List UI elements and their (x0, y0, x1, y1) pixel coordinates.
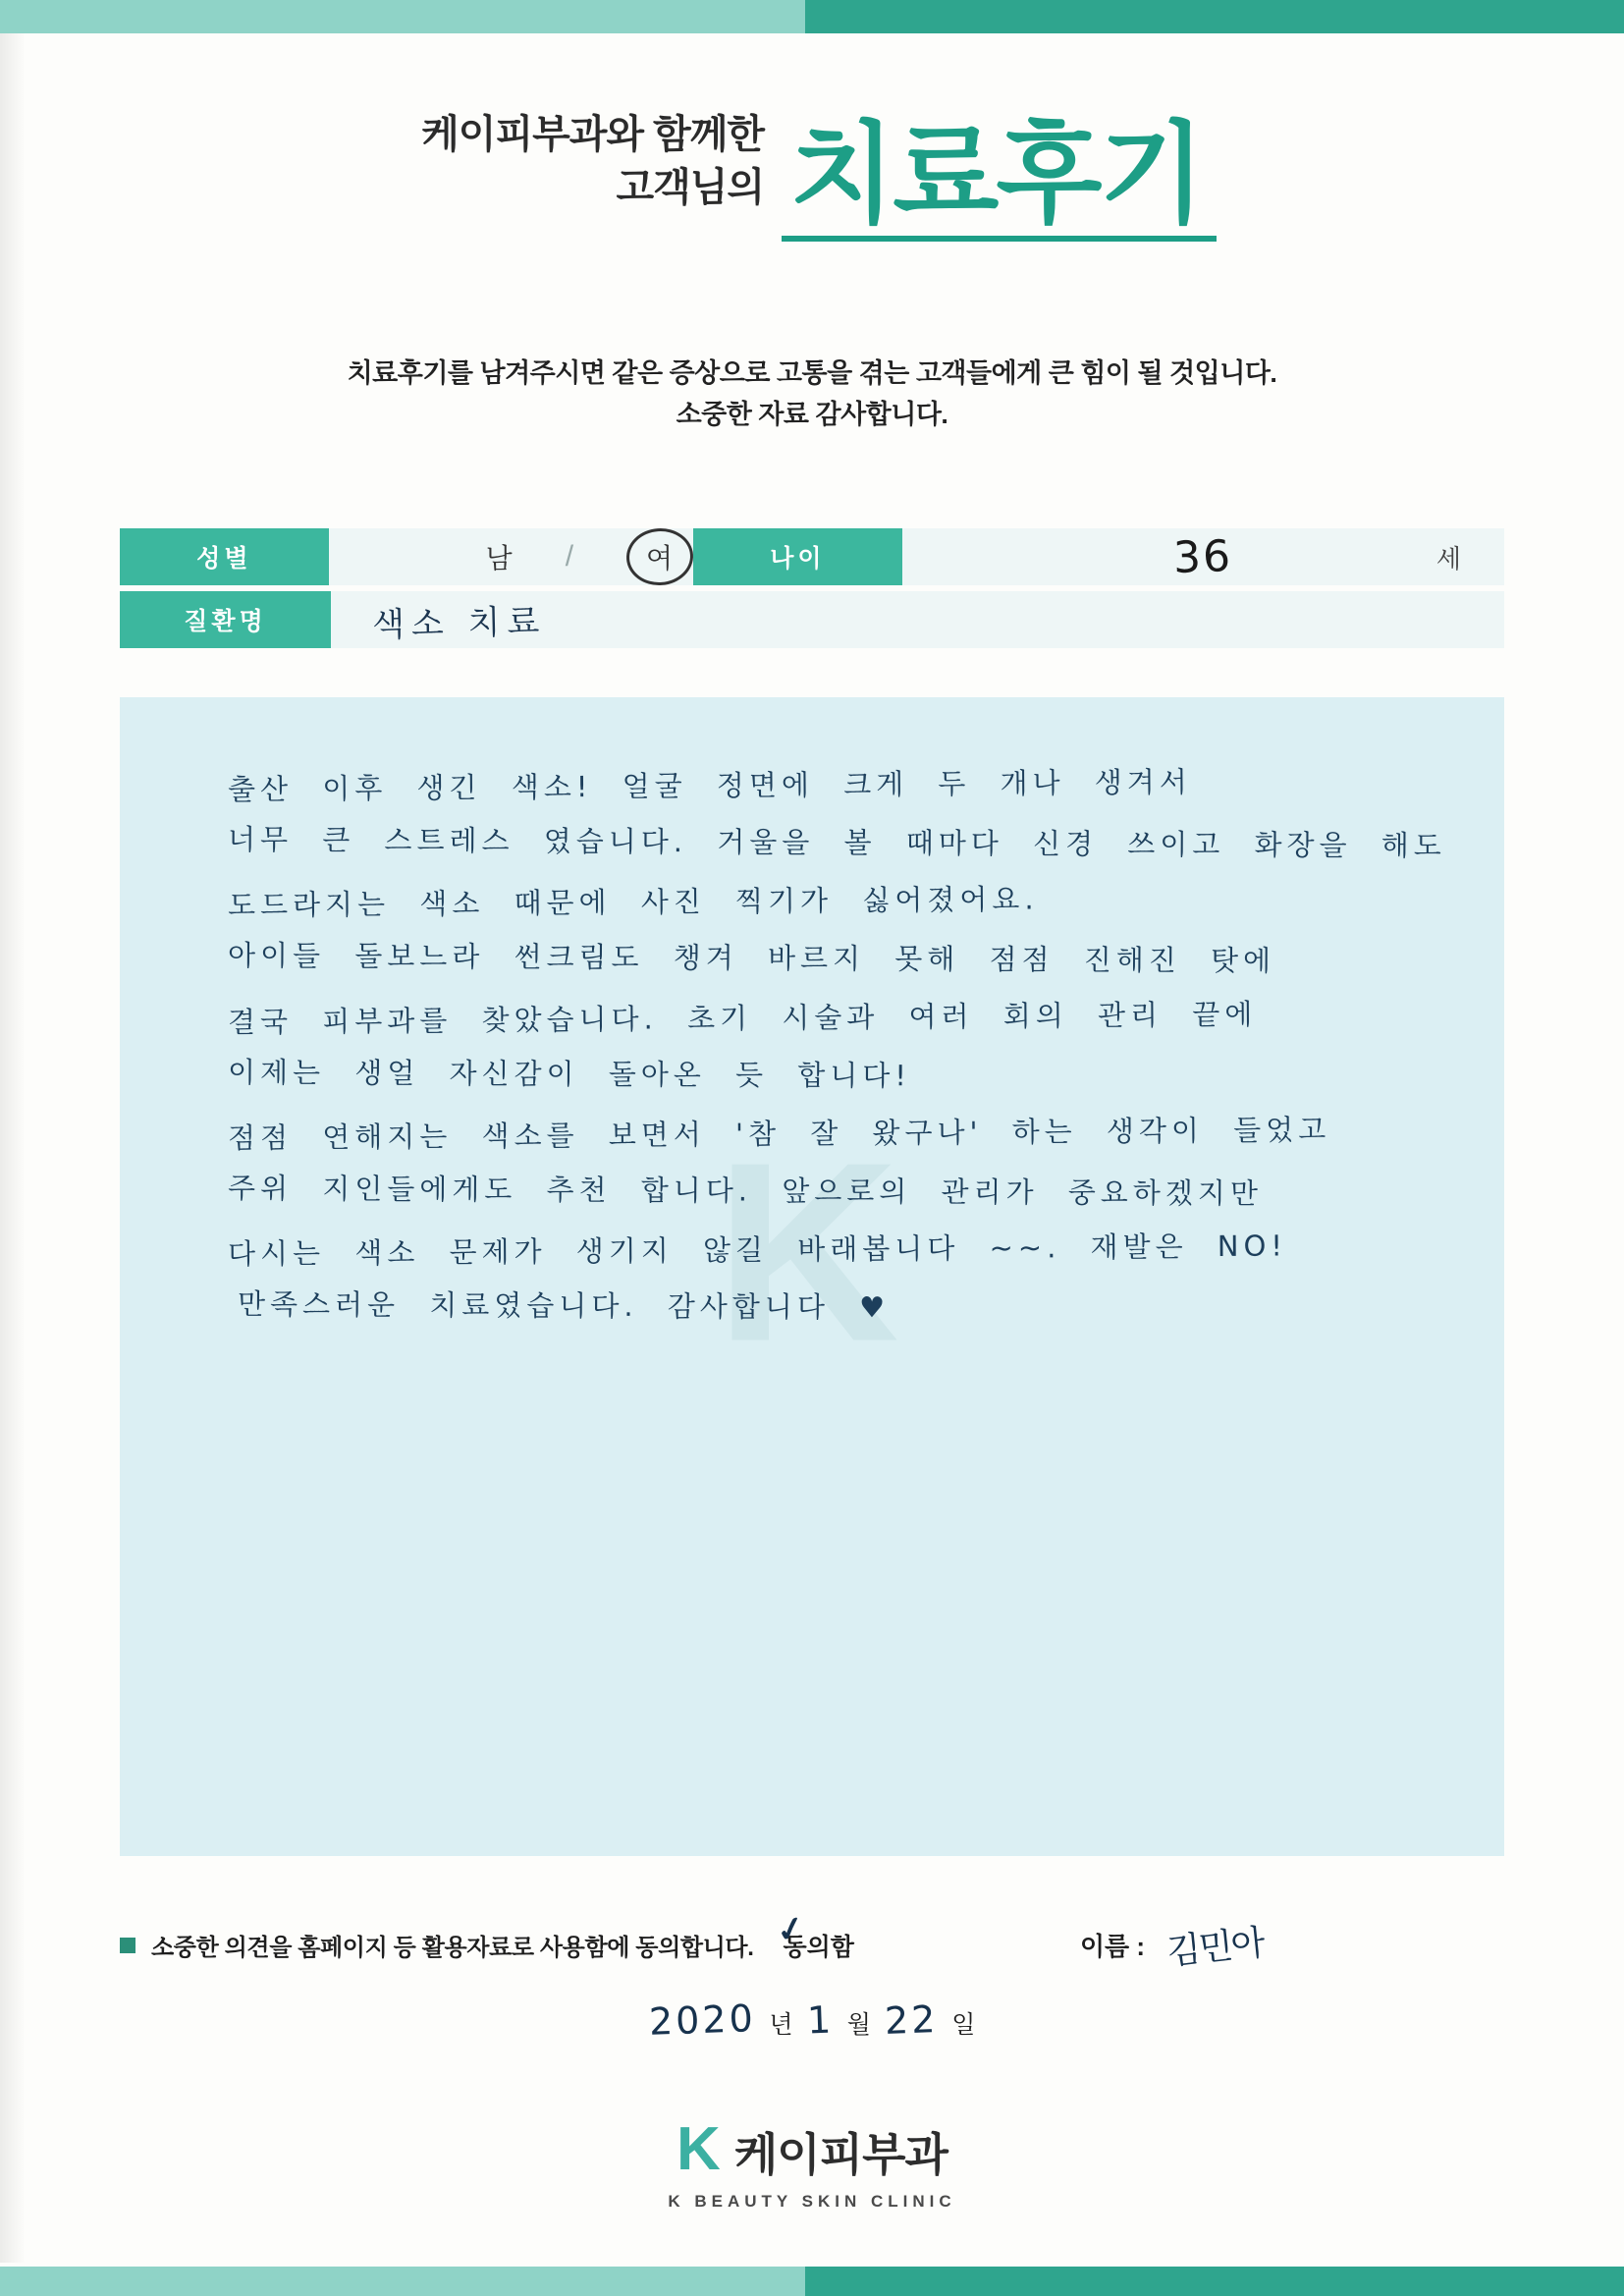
review-handwriting (228, 766, 1445, 1327)
check-icon: ✓ (773, 1907, 809, 1951)
name-label: 이름 : (1079, 1932, 1146, 1961)
disease-label: 질환명 (120, 591, 331, 648)
watermark-k: K (715, 1110, 909, 1395)
date-day-value: 22 (884, 1997, 939, 2043)
bottom-bar-left (0, 2267, 805, 2296)
date-year-value: 2020 (647, 1996, 757, 2044)
review-line: 결국 피부과를 찾았습니다. 초기 시술과 여러 회의 관리 끝에 (227, 997, 1258, 1039)
age-value: 36 (1172, 530, 1234, 583)
review-line: 점점 연해지는 색소를 보면서 '참 잘 왔구나' 하는 생각이 들었고 (227, 1112, 1331, 1155)
top-bar-left (0, 0, 805, 33)
gender-field[interactable] (329, 528, 693, 585)
info-table (120, 528, 1504, 654)
logo-k-icon: K (677, 2115, 721, 2183)
review-line: 주위 지인들에게도 추천 합니다. 앞으로의 관리가 중요하겠지만 (227, 1171, 1263, 1211)
disease-field[interactable] (331, 591, 1504, 648)
review-body[interactable] (120, 697, 1504, 1856)
instruction-line1: 치료후기를 남겨주시면 같은 증상으로 고통을 겪는 고객들에게 큰 힘이 될 것입니다. (347, 358, 1277, 388)
instruction-line2: 소중한 자료 감사합니다. (676, 399, 948, 429)
consent-checkbox[interactable] (773, 1907, 854, 1963)
review-line: 만족스러운 치료였습니다. 감사합니다 ♥ (237, 1287, 891, 1325)
bottom-bar-right (805, 2267, 1624, 2296)
footer-logo (0, 2115, 1624, 2212)
date-year-label: 년 (769, 2011, 793, 2039)
age-unit: 세 (1435, 543, 1462, 574)
gender-option-female-label: 여 (646, 543, 674, 574)
page-header (0, 108, 1624, 236)
date-day-label: 일 (951, 2011, 976, 2039)
info-row-gender-age (120, 528, 1504, 585)
review-line: 출산 이후 생긴 색소! 얼굴 정면에 크게 두 개나 생겨서 (227, 765, 1193, 806)
consent-checkbox-label: 동의함 (783, 1933, 854, 1961)
review-line: 도드라지는 색소 때문에 사진 찍기가 싫어졌어요. (227, 882, 1039, 923)
logo-name: 케이피부과 (733, 2129, 947, 2180)
consent-row (120, 1907, 1504, 1974)
name-signature: 김민아 (1164, 1922, 1266, 1974)
date-month-label: 월 (846, 2011, 871, 2039)
header-subtitle-line2: 고객님의 (616, 166, 765, 209)
date-row (0, 1998, 1624, 2042)
disease-value: 색소 치료 (371, 601, 547, 645)
top-bar-right (805, 0, 1624, 33)
gender-separator: / (565, 540, 574, 573)
header-subtitle-line1: 케이피부과와 함께한 (421, 113, 765, 156)
review-line: 이제는 생얼 자신감이 돌아온 듯 합니다! (227, 1055, 912, 1093)
gender-option-male[interactable]: 남 (485, 543, 513, 574)
header-subtitle (421, 108, 764, 230)
review-line: 다시는 색소 문제가 생기지 않길 바래봅니다 ~~. 재발은 NO! (227, 1229, 1288, 1271)
logo-subtitle: K BEAUTY SKIN CLINIC (668, 2192, 956, 2211)
gender-option-female-selected[interactable] (624, 526, 695, 588)
gender-label: 성별 (120, 528, 329, 585)
consent-text: 소중한 의견을 홈페이지 등 활용자료로 사용함에 동의합니다. (151, 1935, 754, 1961)
info-row-disease (120, 591, 1504, 648)
instruction-text (0, 354, 1624, 436)
review-line: 너무 큰 스트레스 였습니다. 거울을 볼 때마다 신경 쓰이고 화장을 해도 (227, 822, 1446, 863)
page-title: 치료후기 (789, 113, 1203, 236)
bullet-square-icon (120, 1938, 135, 1953)
review-line: 아이들 돌보느라 썬크림도 챙겨 바르지 못해 점점 진해진 탓에 (227, 939, 1276, 978)
age-field[interactable] (902, 528, 1504, 585)
date-month-value: 1 (805, 1997, 835, 2043)
age-label: 나이 (693, 528, 902, 585)
